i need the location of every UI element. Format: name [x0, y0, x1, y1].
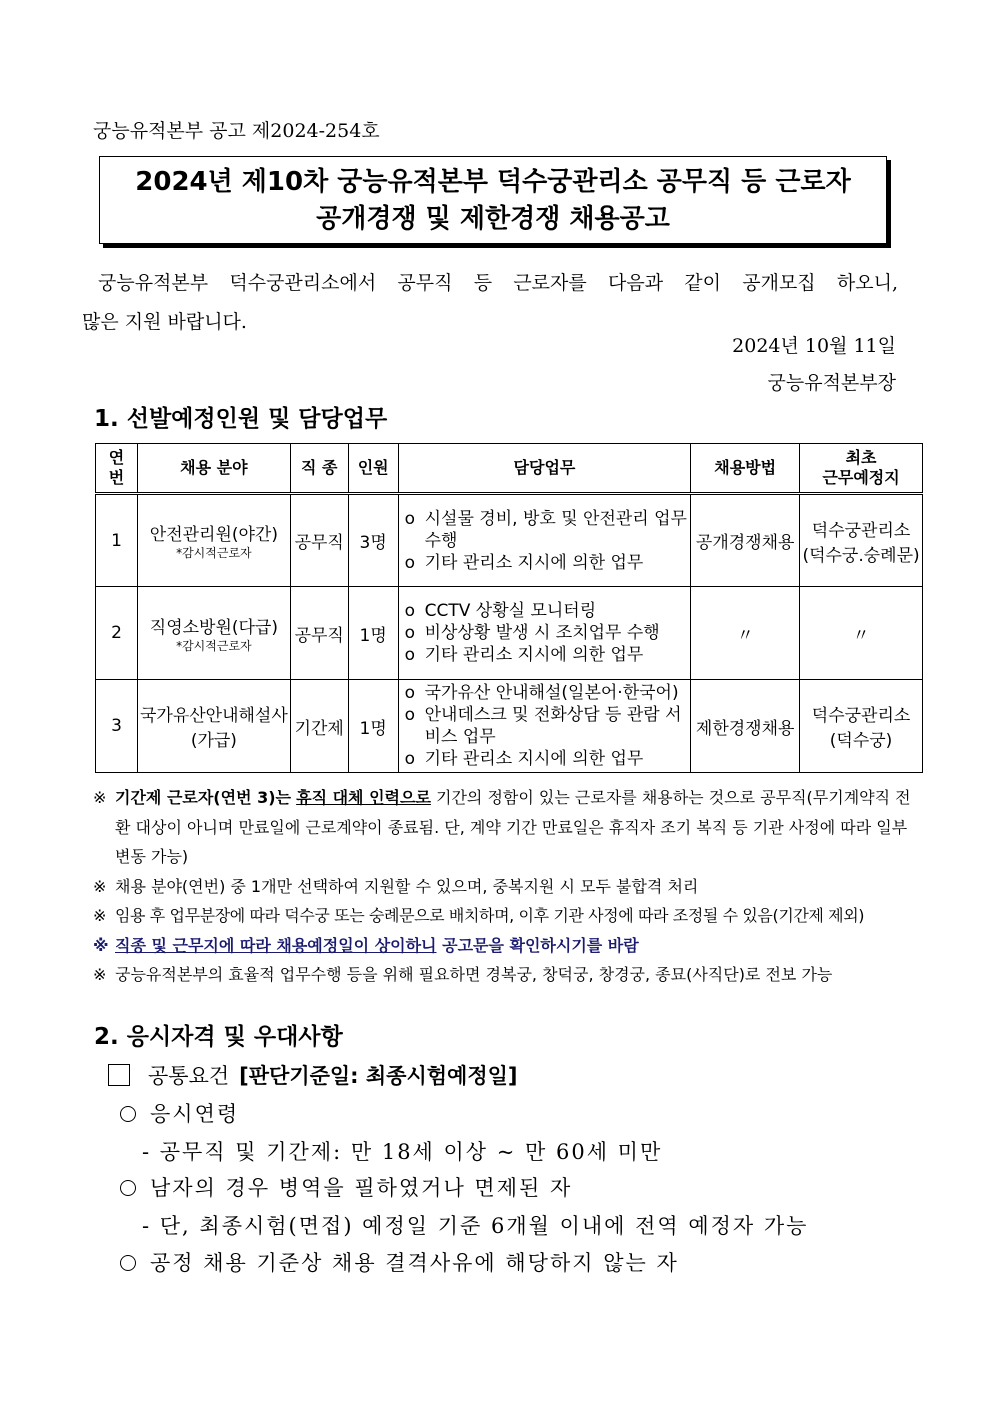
bullet: o: [404, 705, 416, 725]
note-item: [93, 783, 913, 872]
intro-line-1: 궁능유적본부 덕수궁관리소에서 공무직 등 근로자를 다음과 같이 공개모집 하오니,: [98, 272, 898, 294]
cell-count: 3명: [348, 494, 398, 587]
notice-number: 궁능유적본부 공고 제2024-254호: [93, 120, 380, 142]
duty-item: [405, 600, 691, 622]
note-emphasis: 기간제 근로자(연번 3)는: [115, 788, 292, 807]
title-line-1: 2024년 제10차 궁능유적본부 덕수궁관리소 공무직 등 근로자: [135, 167, 851, 197]
requirement-item: [120, 1172, 572, 1202]
requirement-text: 응시연령: [150, 1102, 240, 1126]
cell-method: 〃: [691, 587, 800, 680]
issuer: 궁능유적본부장: [767, 372, 896, 394]
header-type: 직 종: [290, 444, 348, 494]
cell-no: 2: [96, 587, 138, 680]
note-text: 임용 후 업무분장에 따라 덕수궁 또는 숭례문으로 배치하며, 이후 기관 사정에 따라 조정될 수 있음(기간제 제외): [115, 906, 865, 925]
note-underlined: 직종 및 근무지에 따라 채용예정일이 상이하니: [115, 935, 437, 955]
circle-bullet-icon: [120, 1255, 136, 1271]
duty-item: [405, 622, 691, 644]
notes: [93, 783, 913, 990]
cell-field: [137, 587, 290, 680]
note-mark: ※: [93, 906, 107, 925]
place-sub: (덕수궁.숭례문): [802, 545, 920, 566]
note-item: [93, 872, 913, 902]
duty-item: [405, 552, 691, 574]
bullet: o: [404, 645, 416, 665]
duty-text: 기타 관리소 지시에 의한 업무: [424, 749, 644, 769]
title-box: [99, 156, 887, 244]
cell-method: 공개경쟁채용: [691, 494, 800, 587]
common-basis: [판단기준일: 최종시험예정일]: [239, 1064, 518, 1088]
place-sub: (덕수궁): [829, 731, 893, 751]
requirement-item: [120, 1098, 239, 1128]
cell-duties: [398, 494, 691, 587]
cell-field: [137, 494, 290, 587]
bullet: o: [404, 749, 416, 769]
cell-duties: [398, 587, 691, 680]
header-place: [800, 444, 923, 494]
duty-item: [405, 704, 691, 748]
cell-type: 공무직: [290, 494, 348, 587]
cell-no: 1: [96, 494, 138, 587]
table-row: [96, 587, 923, 680]
requirement-detail: - 공무직 및 기간제: 만 18세 이상 ~ 만 60세 미만: [142, 1140, 663, 1164]
cell-place: [800, 494, 923, 587]
bullet: o: [404, 623, 416, 643]
note-text: 채용 분야(연번) 중 1개만 선택하여 지원할 수 있으며, 중복지원 시 모두 불합격 처리: [115, 876, 699, 896]
note-mark: ※: [93, 788, 107, 807]
requirement-text: 공정 채용 기준상 채용 결격사유에 해당하지 않는 자: [150, 1251, 679, 1275]
title-line-2: 공개경쟁 및 제한경쟁 채용공고: [316, 204, 670, 234]
field-sub: (가급): [190, 731, 237, 751]
section-1-title: 1. 선발예정인원 및 담당업무: [94, 406, 388, 432]
bullet: o: [404, 552, 416, 573]
note-text: [115, 931, 639, 961]
table-row: [96, 680, 923, 773]
cell-field: [137, 680, 290, 773]
note-mark: ※: [93, 935, 109, 955]
duty-text: 안내데스크 및 전화상담 등 관람 서비스 업무: [424, 705, 682, 747]
requirement-text: 남자의 경우 병역을 필하였거나 면제된 자: [150, 1176, 573, 1200]
header-method: 채용방법: [691, 444, 800, 494]
header-duties: 담당업무: [398, 444, 691, 494]
checkbox-square-icon: [108, 1064, 130, 1086]
intro-line-2: 많은 지원 바랍니다.: [82, 311, 247, 333]
cell-type: 공무직: [290, 587, 348, 680]
note-item: [93, 931, 913, 961]
table-header-row: [96, 444, 923, 494]
note-mark: ※: [93, 876, 107, 896]
common-requirements-heading: [108, 1060, 518, 1090]
recruitment-table: [95, 443, 923, 773]
place-name: 덕수궁관리소: [811, 520, 911, 541]
cell-no: 3: [96, 680, 138, 773]
note-body: 공고문을 확인하시기를 바람: [442, 935, 639, 955]
note-mark: ※: [93, 965, 107, 984]
bullet: o: [404, 683, 416, 703]
bullet: o: [404, 601, 416, 621]
duty-text: 비상상황 발생 시 조치업무 수행: [424, 623, 660, 643]
duty-item: [405, 748, 691, 770]
field-name: 국가유산안내해설사: [139, 706, 288, 726]
requirement-item: [120, 1247, 679, 1277]
cell-count: 1명: [348, 587, 398, 680]
header-place-line-2: 근무예정지: [822, 468, 900, 487]
cell-duties: [398, 680, 691, 773]
circle-bullet-icon: [120, 1180, 136, 1196]
cell-type: 기간제: [290, 680, 348, 773]
field-name: 안전관리원(야간): [149, 525, 278, 545]
duty-text: 기타 관리소 지시에 의한 업무: [424, 552, 644, 573]
note-body: 기간의 정함이 있는 근로자를 채용하는 것으로 공무직(무기계약직 전환 대상이 아니며 만료일에 근로계약이 종료됨. 단, 계약 기간 만료일은 휴직자 조기 복직 등 기관 사정에 따라 일부 변동 가능): [115, 788, 911, 866]
note-item: [93, 901, 913, 931]
field-sub: *감시적근로자: [176, 546, 252, 560]
duty-text: CCTV 상황실 모니터링: [424, 601, 597, 621]
field-name: 직영소방원(다급): [149, 617, 278, 638]
place-name: 덕수궁관리소: [811, 706, 911, 726]
cell-place: [800, 680, 923, 773]
header-field: 채용 분야: [137, 444, 290, 494]
note-text: 궁능유적본부의 효율적 업무수행 등을 위해 필요하면 경복궁, 창덕궁, 창경궁, 종묘(사직단)로 전보 가능: [115, 965, 833, 984]
duty-text: 국가유산 안내해설(일본어·한국어): [424, 683, 679, 703]
table-row: [96, 494, 923, 587]
header-place-line-1: 최초: [845, 448, 877, 467]
bullet: o: [404, 508, 416, 529]
requirement-detail: - 단, 최종시험(면접) 예정일 기준 6개월 이내에 전역 예정자 가능: [142, 1214, 809, 1238]
circle-bullet-icon: [120, 1106, 136, 1122]
duty-text: 기타 관리소 지시에 의한 업무: [424, 645, 644, 665]
note-text: [115, 783, 913, 872]
field-sub: *감시적근로자: [176, 638, 252, 653]
notice-date: 2024년 10월 11일: [732, 335, 896, 357]
duty-item: [405, 644, 691, 666]
duty-item: [405, 508, 691, 552]
section-2-title: 2. 응시자격 및 우대사항: [94, 1024, 343, 1050]
common-label: 공통요건: [148, 1064, 230, 1088]
duty-text: 시설물 경비, 방호 및 안전관리 업무수행: [424, 508, 687, 551]
cell-place: 〃: [800, 587, 923, 680]
note-item: [93, 960, 913, 990]
cell-count: 1명: [348, 680, 398, 773]
cell-method: 제한경쟁채용: [691, 680, 800, 773]
header-no: 연번: [96, 444, 138, 494]
note-emphasis-underlined: 휴직 대체 인력으로: [296, 788, 431, 807]
duty-item: [405, 682, 691, 704]
header-count: 인원: [348, 444, 398, 494]
